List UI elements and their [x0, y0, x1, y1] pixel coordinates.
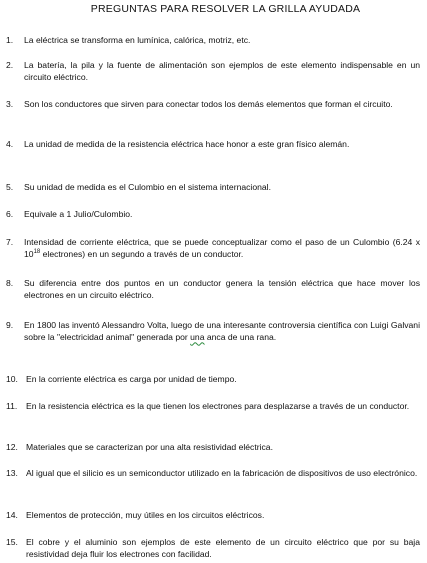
question-text-part: En 1800 las inventó Alessandro Volta, luego de una interesante controversia científica con Luigi Galvani sobre la "electricidad animal" generada por [24, 320, 420, 342]
question-text: El cobre y el aluminio son ejemplos de este elemento de un circuito eléctrico que por su baja resistividad deja fluir los electrones con facilidad. [26, 537, 420, 559]
question-text-part: electrones) en un segundo a través de un conductor. [40, 248, 244, 259]
question-number: 14. [6, 510, 18, 520]
question-number: 4. [6, 139, 14, 149]
exponent: 18 [33, 248, 41, 255]
question-item [6, 442, 420, 454]
question-text [24, 237, 420, 260]
question-text [24, 320, 420, 343]
question-item [6, 320, 420, 343]
question-item [6, 237, 420, 260]
question-text: La unidad de medida de la resistencia eléctrica hace honor a este gran físico alemán. [24, 139, 350, 149]
question-text: Materiales que se caracterizan por una alta resistividad eléctrica. [26, 442, 273, 452]
question-number: 2. [6, 60, 14, 70]
question-number: 9. [6, 320, 14, 330]
question-text-part: Intensidad de corriente eléctrica, que se puede conceptualizar como el paso de un Culombio (6.24 x 10 [24, 237, 420, 259]
question-item [6, 468, 420, 480]
question-text: La batería, la pila y la fuente de alimentación son ejemplos de este elemento indispensable en un circuito eléctrico. [24, 60, 420, 82]
question-text: Su diferencia entre dos puntos en un conductor genera la tensión eléctrica que hace mover los electrones en un circuito eléctrico. [24, 278, 420, 300]
spellcheck-underlined-word: una [190, 331, 205, 342]
question-item [6, 60, 420, 83]
question-item [6, 401, 420, 413]
question-number: 1. [6, 35, 14, 45]
question-text: La eléctrica se transforma en lumínica, calórica, motriz, etc. [24, 35, 251, 45]
question-item [6, 182, 420, 194]
question-text: Equivale a 1 Julio/Culombio. [24, 209, 133, 219]
question-item [6, 537, 420, 560]
question-number: 12. [6, 442, 18, 452]
question-number: 15. [6, 537, 18, 547]
question-number: 13. [6, 468, 18, 478]
question-number: 7. [6, 237, 14, 247]
question-number: 6. [6, 209, 14, 219]
question-text: Son los conductores que sirven para conectar todos los demás elementos que forman el circuito. [24, 99, 393, 109]
question-item [6, 374, 420, 386]
question-text: Al igual que el silicio es un semiconductor utilizado en la fabricación de dispositivos de uso electrónico. [26, 468, 418, 478]
question-item [6, 35, 420, 47]
question-number: 10. [6, 374, 18, 384]
question-number: 5. [6, 182, 14, 192]
question-text-part: anca de una rana. [204, 331, 277, 342]
question-number: 8. [6, 278, 14, 288]
question-item [6, 139, 420, 151]
question-item [6, 278, 420, 301]
question-item [6, 99, 420, 111]
question-text: En la corriente eléctrica es carga por unidad de tiempo. [26, 374, 237, 384]
question-item [6, 209, 420, 221]
question-text: Elementos de protección, muy útiles en los circuitos eléctricos. [26, 510, 265, 520]
question-number: 3. [6, 99, 14, 109]
question-text: En la resistencia eléctrica es la que tienen los electrones para desplazarse a través de un conductor. [26, 401, 410, 411]
page-title: PREGUNTAS PARA RESOLVER LA GRILLA AYUDADA [90, 3, 361, 15]
question-item [6, 510, 420, 522]
question-text: Su unidad de medida es el Culombio en el sistema internacional. [24, 182, 271, 192]
question-number: 11. [6, 401, 18, 411]
